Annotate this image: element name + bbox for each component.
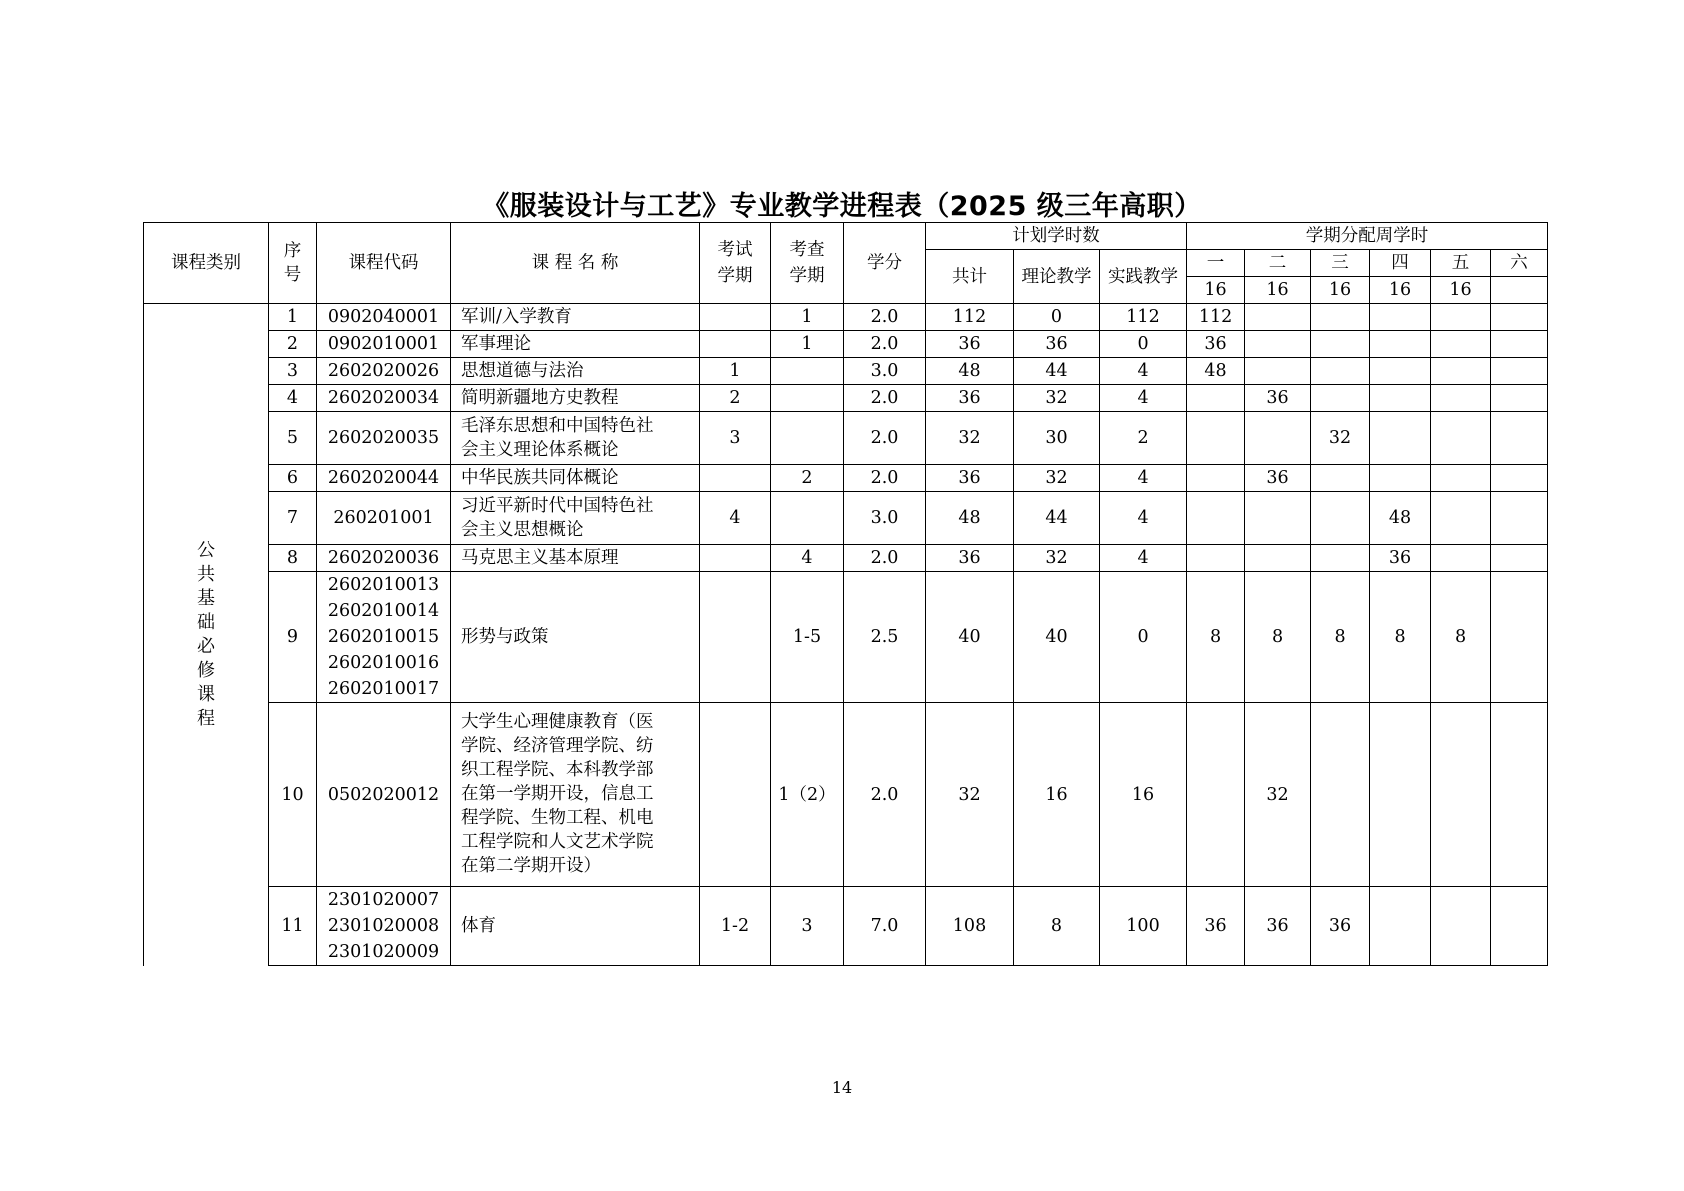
practice-hours-cell: 0 <box>1100 331 1187 358</box>
term-2-hours-cell <box>1245 412 1311 465</box>
term-5-hours-cell <box>1431 331 1491 358</box>
term-6-hours-cell <box>1491 412 1548 465</box>
check-term-cell <box>771 412 844 465</box>
seq-cell: 5 <box>269 412 317 465</box>
check-term-cell: 1 <box>771 304 844 331</box>
credit-cell: 2.0 <box>844 385 926 412</box>
table-row <box>144 331 1548 358</box>
check-term-cell <box>771 385 844 412</box>
check-term-cell <box>771 358 844 385</box>
course-code: 2602020035 <box>327 428 440 448</box>
check-term-cell: 1-5 <box>771 572 844 703</box>
term-3-hours-cell <box>1311 358 1370 385</box>
term-1-hours-cell: 36 <box>1187 331 1245 358</box>
course-code-cell <box>317 703 451 887</box>
teaching-plan-table <box>143 222 1548 966</box>
total-hours-cell: 32 <box>926 703 1014 887</box>
header-plan-hours: 计划学时数 <box>926 223 1187 250</box>
course-name-cell <box>451 703 700 887</box>
course-code: 2301020008 <box>327 916 440 936</box>
term-1-hours-cell <box>1187 465 1245 492</box>
practice-hours-cell: 4 <box>1100 545 1187 572</box>
term-3-hours-cell <box>1311 703 1370 887</box>
credit-cell: 2.0 <box>844 465 926 492</box>
course-code: 2602020034 <box>327 388 440 408</box>
course-code: 0502020012 <box>327 784 440 805</box>
credit-cell: 2.0 <box>844 545 926 572</box>
exam-term-cell <box>700 545 771 572</box>
practice-hours-cell: 4 <box>1100 385 1187 412</box>
course-code-cell <box>317 545 451 572</box>
seq-cell: 9 <box>269 572 317 703</box>
term-4-hours-cell: 8 <box>1370 572 1431 703</box>
term-1-hours-cell <box>1187 412 1245 465</box>
check-term-cell <box>771 492 844 545</box>
term-1-hours-cell: 36 <box>1187 887 1245 966</box>
term-2-hours-cell: 36 <box>1245 385 1311 412</box>
term-1-hours-cell: 8 <box>1187 572 1245 703</box>
credit-cell: 2.0 <box>844 331 926 358</box>
term-2-hours-cell <box>1245 492 1311 545</box>
theory-hours-cell: 32 <box>1014 385 1100 412</box>
exam-term-cell <box>700 703 771 887</box>
theory-hours-cell: 44 <box>1014 358 1100 385</box>
header-total: 共计 <box>926 250 1014 304</box>
course-code-cell <box>317 304 451 331</box>
course-code: 2301020007 <box>327 890 440 910</box>
header-term-1: 一 <box>1187 250 1245 277</box>
course-name: 习近平新时代中国特色社会主义思想概论 <box>461 495 654 540</box>
course-code: 2602020026 <box>327 361 440 381</box>
term-weeks-4: 16 <box>1370 277 1431 304</box>
term-1-hours-cell: 48 <box>1187 358 1245 385</box>
total-hours-cell: 36 <box>926 545 1014 572</box>
credit-cell: 3.0 <box>844 358 926 385</box>
course-name-cell <box>451 887 700 966</box>
course-name-cell <box>451 304 700 331</box>
term-4-hours-cell: 48 <box>1370 492 1431 545</box>
exam-term-cell: 4 <box>700 492 771 545</box>
practice-hours-cell: 2 <box>1100 412 1187 465</box>
term-6-hours-cell <box>1491 331 1548 358</box>
term-6-hours-cell <box>1491 358 1548 385</box>
header-credit: 学分 <box>844 223 926 304</box>
term-3-hours-cell <box>1311 304 1370 331</box>
term-1-hours-cell <box>1187 385 1245 412</box>
header-name: 课 程 名 称 <box>451 223 700 304</box>
credit-cell: 2.0 <box>844 412 926 465</box>
table-row <box>144 703 1548 887</box>
practice-hours-cell: 112 <box>1100 304 1187 331</box>
table-row <box>144 358 1548 385</box>
course-code: 0902010001 <box>327 334 440 354</box>
seq-cell: 8 <box>269 545 317 572</box>
course-code: 2602010017 <box>327 679 440 699</box>
term-2-hours-cell <box>1245 304 1311 331</box>
check-term-cell: 4 <box>771 545 844 572</box>
exam-term-cell: 1-2 <box>700 887 771 966</box>
theory-hours-cell: 32 <box>1014 465 1100 492</box>
course-code: 2301020009 <box>327 942 440 962</box>
exam-term-cell <box>700 572 771 703</box>
course-name: 体育 <box>461 916 496 936</box>
term-3-hours-cell <box>1311 465 1370 492</box>
header-term-2: 二 <box>1245 250 1311 277</box>
credit-cell: 2.0 <box>844 304 926 331</box>
course-name-cell <box>451 465 700 492</box>
theory-hours-cell: 44 <box>1014 492 1100 545</box>
table-row <box>144 572 1548 703</box>
term-6-hours-cell <box>1491 304 1548 331</box>
course-code-cell <box>317 412 451 465</box>
course-name: 马克思主义基本原理 <box>461 548 619 568</box>
term-4-hours-cell: 36 <box>1370 545 1431 572</box>
total-hours-cell: 36 <box>926 385 1014 412</box>
term-5-hours-cell <box>1431 545 1491 572</box>
course-name: 军事理论 <box>461 334 531 354</box>
term-5-hours-cell <box>1431 703 1491 887</box>
term-2-hours-cell: 36 <box>1245 887 1311 966</box>
term-1-hours-cell <box>1187 492 1245 545</box>
theory-hours-cell: 40 <box>1014 572 1100 703</box>
header-category: 课程类别 <box>144 223 269 304</box>
theory-hours-cell: 36 <box>1014 331 1100 358</box>
total-hours-cell: 40 <box>926 572 1014 703</box>
practice-hours-cell: 0 <box>1100 572 1187 703</box>
term-4-hours-cell <box>1370 703 1431 887</box>
header-term-6: 六 <box>1491 250 1548 277</box>
term-3-hours-cell <box>1311 545 1370 572</box>
course-name: 简明新疆地方史教程 <box>461 388 619 408</box>
term-5-hours-cell <box>1431 887 1491 966</box>
total-hours-cell: 48 <box>926 358 1014 385</box>
term-2-hours-cell <box>1245 331 1311 358</box>
term-4-hours-cell <box>1370 887 1431 966</box>
term-5-hours-cell <box>1431 465 1491 492</box>
exam-term-cell <box>700 465 771 492</box>
total-hours-cell: 36 <box>926 465 1014 492</box>
theory-hours-cell: 30 <box>1014 412 1100 465</box>
course-name: 思想道德与法治 <box>461 361 584 381</box>
course-name-cell <box>451 385 700 412</box>
course-code: 2602020036 <box>327 548 440 568</box>
term-2-hours-cell <box>1245 358 1311 385</box>
practice-hours-cell: 4 <box>1100 358 1187 385</box>
course-name-cell <box>451 572 700 703</box>
course-code-cell <box>317 887 451 966</box>
course-code: 2602010015 <box>327 627 440 647</box>
term-weeks-5: 16 <box>1431 277 1491 304</box>
total-hours-cell: 48 <box>926 492 1014 545</box>
term-6-hours-cell <box>1491 703 1548 887</box>
total-hours-cell: 112 <box>926 304 1014 331</box>
header-code: 课程代码 <box>317 223 451 304</box>
category-label: 公共基础必修课程 <box>196 539 215 729</box>
total-hours-cell: 108 <box>926 887 1014 966</box>
term-1-hours-cell: 112 <box>1187 304 1245 331</box>
term-3-hours-cell: 32 <box>1311 412 1370 465</box>
practice-hours-cell: 16 <box>1100 703 1187 887</box>
course-code-cell <box>317 385 451 412</box>
term-weeks-1: 16 <box>1187 277 1245 304</box>
theory-hours-cell: 32 <box>1014 545 1100 572</box>
term-6-hours-cell <box>1491 492 1548 545</box>
term-weeks-6 <box>1491 277 1548 304</box>
term-4-hours-cell <box>1370 465 1431 492</box>
seq-cell: 10 <box>269 703 317 887</box>
term-5-hours-cell <box>1431 385 1491 412</box>
credit-cell: 2.0 <box>844 703 926 887</box>
header-weekly-hours: 学期分配周学时 <box>1187 223 1548 250</box>
course-code: 0902040001 <box>327 307 440 327</box>
table-row <box>144 492 1548 545</box>
exam-term-cell: 2 <box>700 385 771 412</box>
practice-hours-cell: 100 <box>1100 887 1187 966</box>
header-practice: 实践教学 <box>1100 250 1187 304</box>
table-row <box>144 304 1548 331</box>
term-6-hours-cell <box>1491 545 1548 572</box>
term-2-hours-cell: 36 <box>1245 465 1311 492</box>
term-6-hours-cell <box>1491 887 1548 966</box>
term-4-hours-cell <box>1370 385 1431 412</box>
theory-hours-cell: 8 <box>1014 887 1100 966</box>
seq-cell: 4 <box>269 385 317 412</box>
total-hours-cell: 36 <box>926 331 1014 358</box>
course-name-cell <box>451 358 700 385</box>
table-row <box>144 887 1548 966</box>
page-title: 《服装设计与工艺》专业教学进程表（2025 级三年高职） <box>482 191 1202 222</box>
course-name: 形势与政策 <box>461 627 549 647</box>
practice-hours-cell: 4 <box>1100 492 1187 545</box>
table-row <box>144 385 1548 412</box>
credit-cell: 2.5 <box>844 572 926 703</box>
term-2-hours-cell: 8 <box>1245 572 1311 703</box>
term-6-hours-cell <box>1491 465 1548 492</box>
seq-cell: 2 <box>269 331 317 358</box>
course-code-cell <box>317 465 451 492</box>
course-code: 260201001 <box>333 508 434 528</box>
practice-hours-cell: 4 <box>1100 465 1187 492</box>
check-term-cell: 1 <box>771 331 844 358</box>
header-theory: 理论教学 <box>1014 250 1100 304</box>
credit-cell: 7.0 <box>844 887 926 966</box>
exam-term-cell <box>700 304 771 331</box>
term-6-hours-cell <box>1491 572 1548 703</box>
course-name: 大学生心理健康教育（医学院、经济管理学院、纺织工程学院、本科教学部在第一学期开设，信息工程学院、生物工程、机电工程学院和人文艺术学院在第二学期开设） <box>461 712 654 876</box>
course-code-cell <box>317 331 451 358</box>
table-row <box>144 465 1548 492</box>
theory-hours-cell: 0 <box>1014 304 1100 331</box>
course-name-cell <box>451 545 700 572</box>
course-code-cell <box>317 572 451 703</box>
total-hours-cell: 32 <box>926 412 1014 465</box>
term-3-hours-cell <box>1311 492 1370 545</box>
check-term-cell: 1（2） <box>771 703 844 887</box>
course-code-cell <box>317 492 451 545</box>
course-code: 2602020044 <box>327 468 440 488</box>
course-name: 毛泽东思想和中国特色社会主义理论体系概论 <box>461 415 654 460</box>
header-term-5: 五 <box>1431 250 1491 277</box>
term-4-hours-cell <box>1370 304 1431 331</box>
term-5-hours-cell <box>1431 492 1491 545</box>
term-2-hours-cell <box>1245 545 1311 572</box>
header-term-3: 三 <box>1311 250 1370 277</box>
header-exam-term: 考试学期 <box>700 223 771 304</box>
table-row <box>144 545 1548 572</box>
category-cell <box>144 304 269 966</box>
term-4-hours-cell <box>1370 358 1431 385</box>
course-name-cell <box>451 412 700 465</box>
theory-hours-cell: 16 <box>1014 703 1100 887</box>
term-3-hours-cell: 36 <box>1311 887 1370 966</box>
seq-cell: 1 <box>269 304 317 331</box>
course-code: 2602010014 <box>327 601 440 621</box>
term-4-hours-cell <box>1370 331 1431 358</box>
course-name-cell <box>451 492 700 545</box>
term-5-hours-cell <box>1431 358 1491 385</box>
term-3-hours-cell: 8 <box>1311 572 1370 703</box>
header-seq: 序号 <box>269 223 317 304</box>
term-6-hours-cell <box>1491 385 1548 412</box>
term-4-hours-cell <box>1370 412 1431 465</box>
header-check-term: 考查学期 <box>771 223 844 304</box>
term-3-hours-cell <box>1311 331 1370 358</box>
exam-term-cell <box>700 331 771 358</box>
table-row <box>144 412 1548 465</box>
seq-cell: 3 <box>269 358 317 385</box>
course-code-cell <box>317 358 451 385</box>
check-term-cell: 3 <box>771 887 844 966</box>
term-1-hours-cell <box>1187 703 1245 887</box>
header-term-4: 四 <box>1370 250 1431 277</box>
term-weeks-3: 16 <box>1311 277 1370 304</box>
term-5-hours-cell: 8 <box>1431 572 1491 703</box>
term-3-hours-cell <box>1311 385 1370 412</box>
page-number: 14 <box>831 1078 853 1097</box>
exam-term-cell: 3 <box>700 412 771 465</box>
seq-cell: 11 <box>269 887 317 966</box>
term-5-hours-cell <box>1431 304 1491 331</box>
seq-cell: 6 <box>269 465 317 492</box>
term-1-hours-cell <box>1187 545 1245 572</box>
credit-cell: 3.0 <box>844 492 926 545</box>
course-name-cell <box>451 331 700 358</box>
check-term-cell: 2 <box>771 465 844 492</box>
course-code: 2602010013 <box>327 575 440 595</box>
course-code: 2602010016 <box>327 653 440 673</box>
course-name: 中华民族共同体概论 <box>461 468 619 488</box>
term-5-hours-cell <box>1431 412 1491 465</box>
seq-cell: 7 <box>269 492 317 545</box>
course-name: 军训/入学教育 <box>461 307 572 327</box>
term-2-hours-cell: 32 <box>1245 703 1311 887</box>
term-weeks-2: 16 <box>1245 277 1311 304</box>
exam-term-cell: 1 <box>700 358 771 385</box>
